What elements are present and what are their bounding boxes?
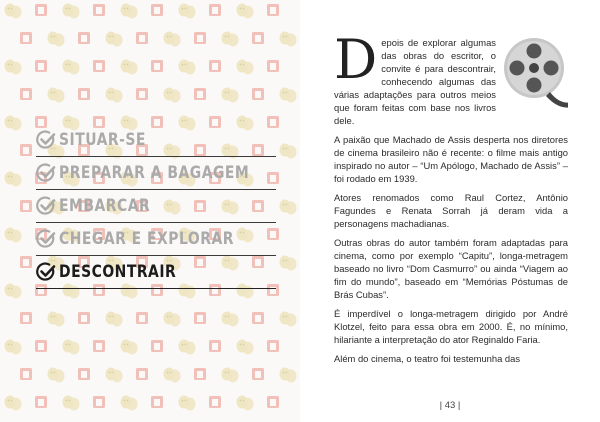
menu-item-preparar-a-bagagem[interactable] [36,157,276,190]
check-circle-icon [36,196,56,216]
article-body [334,36,568,371]
right-page [300,0,600,422]
check-circle-icon [36,262,56,282]
menu-item-label: CHEGAR E EXPLORAR [59,229,234,249]
check-circle-icon [36,229,56,249]
check-circle-icon [36,130,56,150]
article-paragraph: Atores renomados como Raul Cortez, Antônio Fagundes e Renata Sorrah já deram vida a personagens machadianas. [334,192,568,229]
menu-item-descontrair[interactable] [36,256,276,289]
menu-item-label: PREPARAR A BAGAGEM [59,163,250,183]
drop-cap: D [334,36,378,91]
chapter-menu [36,124,276,289]
intro-paragraph [334,36,568,127]
page-number: | 43 | [439,400,461,411]
menu-item-label: EMBARCAR [59,196,151,216]
check-circle-icon [36,163,56,183]
menu-item-chegar-e-explorar[interactable] [36,223,276,256]
article-paragraph: Outras obras do autor também foram adaptadas para cinema, como por exemplo “Capitu”, longa-metragem baseado no livro “Dom Casmurro” ou ainda “Viagem ao fim do mundo”, baseado em “Memórias Póstumas de Brás Cubas”. [334,237,568,300]
article-paragraph: É imperdível o longa-metragem dirigido por André Klotzel, feito para essa obra em 2000. É, no mínimo, hilariante a interpretação do ator Reginaldo Faria. [334,308,568,345]
menu-item-embarcar[interactable] [36,190,276,223]
menu-item-situar-se[interactable] [36,124,276,157]
article-paragraph: Além do cinema, o teatro foi testemunha das [334,353,521,364]
intro-text: epois de explorar algumas das obras do escritor, o convite é para descontrair, conhecendo algumas das várias adaptações para outros meios que foram feitas com base nos livros dele. [334,37,496,126]
film-reel-icon [500,36,568,112]
menu-item-label: SITUAR-SE [59,130,146,150]
menu-item-label: DESCONTRAIR [59,262,177,282]
article-paragraph: A paixão que Machado de Assis desperta nos diretores de cinema brasileiro não é recente: o filme mais antigo inspirado no autor – “Um Apólogo, Machado de Assis” – foi rodado em 1939. [334,134,568,184]
